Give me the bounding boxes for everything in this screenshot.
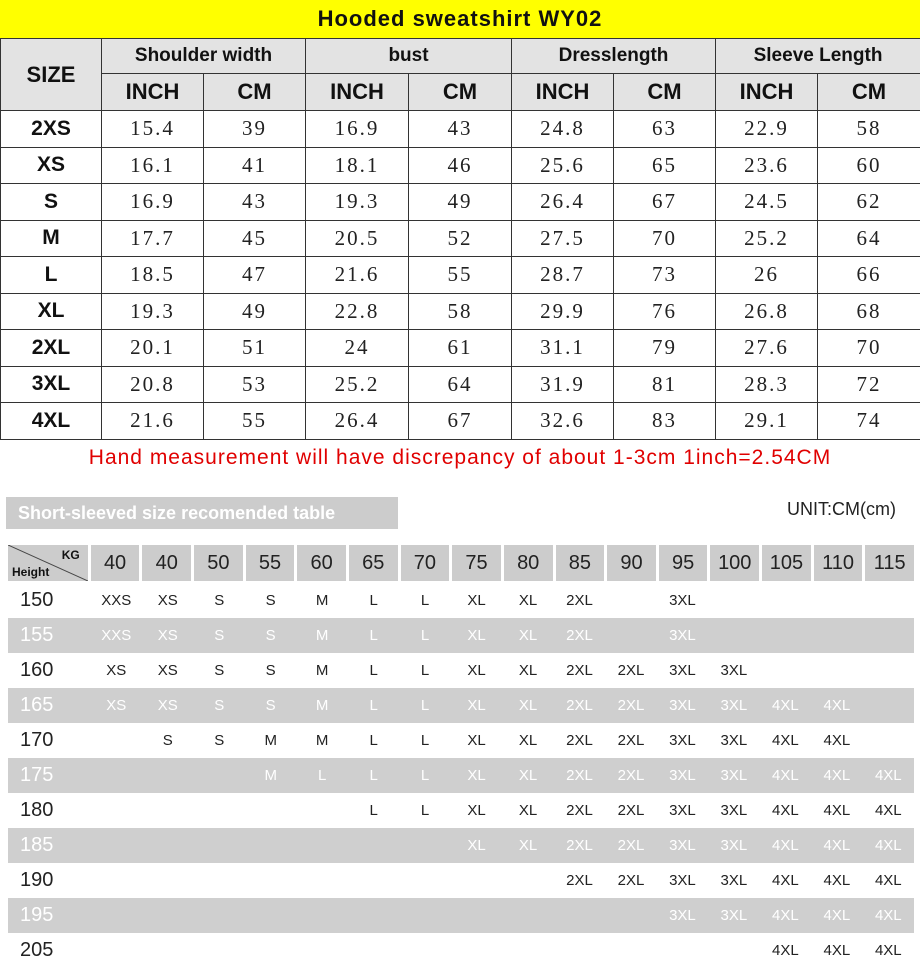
- recommended-size-cell: 2XL: [617, 732, 645, 749]
- measurement-cell: 49: [409, 184, 512, 221]
- measurement-cell: 26: [716, 257, 818, 294]
- size-label: S: [1, 184, 102, 221]
- measurement-cell: 24.5: [716, 184, 818, 221]
- recommended-size-cell: 3XL: [669, 837, 696, 854]
- weight-cell: 60: [297, 545, 346, 581]
- recommended-size-cell: L: [369, 767, 378, 784]
- unit-inch: INCH: [306, 74, 409, 111]
- measurement-cell: 18.5: [102, 257, 204, 294]
- measurement-cell: 70: [614, 220, 716, 257]
- recommended-size-cell: 2XL: [617, 837, 645, 854]
- size-row: [1, 293, 920, 330]
- recommended-size-cell: S: [265, 592, 276, 609]
- recommended-size-cell: M: [264, 767, 277, 784]
- recommended-size-cell: 4XL: [823, 872, 851, 889]
- size-row: [1, 184, 920, 221]
- height-row: [8, 583, 914, 618]
- recommended-size-cell: L: [420, 627, 430, 644]
- recommended-size-cell: XL: [518, 767, 538, 784]
- recommended-size-cell: 3XL: [669, 802, 696, 819]
- measurement-cell: 26.8: [716, 293, 818, 330]
- unit-inch: INCH: [716, 74, 818, 111]
- recommended-size-cell: 2XL: [566, 872, 593, 889]
- recommended-size-cell: 2XL: [566, 627, 593, 644]
- weight-cell: 55: [246, 545, 295, 581]
- measurement-note: Hand measurement will have discrepancy of about 1-3cm 1inch=2.54CM: [88, 446, 832, 469]
- recommended-size-cell: 2XL: [617, 872, 645, 889]
- recommended-size-cell: S: [265, 662, 276, 679]
- recommended-size-cell: XL: [467, 732, 486, 749]
- measurement-cell: 20.1: [102, 330, 204, 367]
- size-row: [1, 257, 920, 294]
- measurement-cell: 43: [204, 184, 306, 221]
- recommended-size-cell: XL: [518, 802, 538, 819]
- recommended-size-cell: XL: [518, 662, 538, 679]
- recommended-size-cell: 4XL: [823, 767, 851, 784]
- recommended-size-cell: XL: [518, 627, 538, 644]
- recommended-size-cell: S: [214, 592, 225, 609]
- size-label: 2XL: [1, 330, 102, 367]
- measurement-cell: 22.8: [306, 293, 409, 330]
- measurement-cell: 47: [204, 257, 306, 294]
- measurement-cell: 61: [409, 330, 512, 367]
- measurement-cell: 27.5: [512, 220, 614, 257]
- size-label: XL: [1, 293, 102, 330]
- size-label: 2XS: [1, 111, 102, 148]
- recommended-size-cell: 3XL: [720, 697, 748, 714]
- recommended-size-cell: XL: [467, 662, 486, 679]
- measurement-cell: 73: [614, 257, 716, 294]
- height-row: [8, 793, 914, 828]
- recommended-size-cell: L: [369, 627, 378, 644]
- measurement-cell: 51: [204, 330, 306, 367]
- recommended-size-cell: S: [265, 697, 276, 714]
- recommended-size-cell: 4XL: [823, 837, 851, 854]
- group-shoulder-width: Shoulder width: [102, 39, 306, 74]
- recommended-size-cell: 3XL: [669, 662, 696, 679]
- measurement-cell: 31.9: [512, 366, 614, 403]
- height-value: 205: [20, 939, 54, 961]
- weight-cell: 80: [504, 545, 553, 581]
- measurement-cell: 17.7: [102, 220, 204, 257]
- unit-inch: INCH: [512, 74, 614, 111]
- unit-cm: CM: [818, 74, 920, 111]
- recommended-size-cell: XL: [518, 732, 538, 749]
- recommended-size-cell: XXS: [101, 592, 132, 609]
- recommended-size-cell: 4XL: [874, 942, 902, 959]
- recommended-size-cell: XL: [467, 592, 486, 609]
- recommended-size-cell: 4XL: [874, 837, 902, 854]
- recommend-table: [8, 583, 914, 968]
- recommended-size-cell: M: [315, 662, 329, 679]
- weight-cell: 115: [865, 545, 914, 581]
- measurement-cell: 29.1: [716, 403, 818, 440]
- recommended-size-cell: L: [420, 697, 430, 714]
- recommended-size-cell: 4XL: [874, 907, 902, 924]
- weight-header-row: [8, 545, 914, 581]
- chart-title: Hooded sweatshirt WY02: [0, 0, 920, 40]
- unit-cm: CM: [409, 74, 512, 111]
- measurement-cell: 67: [409, 403, 512, 440]
- measurement-cell: 21.6: [102, 403, 204, 440]
- height-value: 185: [20, 834, 54, 856]
- recommended-size-cell: 3XL: [669, 697, 696, 714]
- measurement-cell: 65: [614, 147, 716, 184]
- corner-cell: [8, 545, 88, 581]
- size-row: [1, 366, 920, 403]
- measurement-cell: 24: [306, 330, 409, 367]
- measurement-cell: 83: [614, 403, 716, 440]
- weight-cell: 40: [91, 545, 140, 581]
- recommended-size-cell: 4XL: [823, 697, 851, 714]
- measurement-cell: 16.9: [102, 184, 204, 221]
- recommended-size-cell: S: [265, 627, 276, 644]
- recommended-size-cell: 3XL: [720, 767, 748, 784]
- weight-cell: 40: [142, 545, 191, 581]
- measurement-cell: 64: [409, 366, 512, 403]
- recommended-size-cell: XL: [518, 697, 538, 714]
- recommended-size-cell: S: [214, 732, 225, 749]
- recommended-size-cell: 2XL: [566, 697, 593, 714]
- recommended-size-cell: XL: [518, 837, 538, 854]
- measurement-cell: 26.4: [306, 403, 409, 440]
- measurement-cell: 79: [614, 330, 716, 367]
- recommended-size-cell: 2XL: [617, 662, 645, 679]
- weight-cell: 75: [452, 545, 501, 581]
- measurement-cell: 43: [409, 111, 512, 148]
- recommended-size-cell: 4XL: [874, 872, 902, 889]
- recommended-size-cell: XS: [106, 697, 127, 714]
- recommended-size-cell: 2XL: [566, 662, 593, 679]
- height-value: 150: [20, 589, 54, 611]
- recommended-size-cell: XL: [467, 697, 486, 714]
- recommended-size-cell: S: [214, 627, 225, 644]
- recommended-size-cell: L: [369, 592, 378, 609]
- measurement-cell: 72: [818, 366, 920, 403]
- measurement-cell: 70: [818, 330, 920, 367]
- group-dress-length: Dresslength: [512, 39, 716, 74]
- size-row: [1, 147, 920, 184]
- recommended-size-cell: L: [369, 732, 378, 749]
- recommended-size-cell: 4XL: [772, 802, 799, 819]
- measurement-cell: 52: [409, 220, 512, 257]
- recommended-size-cell: 3XL: [720, 662, 748, 679]
- height-value: 180: [20, 799, 54, 821]
- size-label: 3XL: [1, 366, 102, 403]
- weight-cell: 50: [194, 545, 243, 581]
- unit-cm: CM: [614, 74, 716, 111]
- measurement-cell: 68: [818, 293, 920, 330]
- recommended-size-cell: XS: [106, 662, 127, 679]
- measurement-cell: 63: [614, 111, 716, 148]
- recommended-size-cell: L: [317, 767, 327, 784]
- height-row: [8, 688, 914, 723]
- recommended-size-cell: 3XL: [669, 732, 696, 749]
- recommended-size-cell: 2XL: [566, 592, 593, 609]
- group-bust: bust: [306, 39, 512, 74]
- size-label: M: [1, 220, 102, 257]
- height-row: [8, 618, 914, 653]
- recommended-size-cell: 4XL: [772, 872, 799, 889]
- measurement-cell: 41: [204, 147, 306, 184]
- measurement-cell: 32.6: [512, 403, 614, 440]
- recommended-size-cell: 2XL: [566, 767, 593, 784]
- recommended-size-cell: S: [162, 732, 173, 749]
- recommended-size-cell: 4XL: [772, 942, 799, 959]
- recommended-size-cell: 2XL: [566, 802, 593, 819]
- measurement-cell: 45: [204, 220, 306, 257]
- size-table: [0, 38, 920, 440]
- recommended-size-cell: 3XL: [669, 627, 696, 644]
- recommended-size-cell: 3XL: [720, 872, 748, 889]
- measurement-cell: 24.8: [512, 111, 614, 148]
- recommended-size-cell: 4XL: [772, 907, 799, 924]
- recommended-size-cell: L: [420, 767, 430, 784]
- measurement-cell: 16.1: [102, 147, 204, 184]
- recommended-size-cell: 4XL: [772, 732, 799, 749]
- recommended-size-cell: 3XL: [720, 732, 748, 749]
- measurement-cell: 29.9: [512, 293, 614, 330]
- measurement-cell: 58: [409, 293, 512, 330]
- recommended-size-cell: 4XL: [823, 942, 851, 959]
- height-row: [8, 898, 914, 933]
- measurement-cell: 49: [204, 293, 306, 330]
- height-value: 160: [20, 659, 54, 681]
- recommended-size-cell: XL: [467, 767, 486, 784]
- weight-cell: 105: [762, 545, 811, 581]
- unit-cm: CM: [204, 74, 306, 111]
- recommended-size-cell: XS: [157, 697, 178, 714]
- recommended-size-cell: 4XL: [874, 802, 902, 819]
- height-row: [8, 863, 914, 898]
- recommended-size-cell: 3XL: [720, 837, 748, 854]
- recommended-size-cell: S: [214, 697, 225, 714]
- recommended-size-cell: M: [315, 592, 329, 609]
- height-value: 165: [20, 694, 54, 716]
- measurement-cell: 53: [204, 366, 306, 403]
- weight-cell: 85: [556, 545, 605, 581]
- weight-cell: 100: [710, 545, 759, 581]
- height-value: 155: [20, 624, 54, 646]
- recommended-size-cell: XS: [157, 662, 178, 679]
- measurement-cell: 18.1: [306, 147, 409, 184]
- recommended-size-cell: XL: [467, 837, 486, 854]
- measurement-cell: 81: [614, 366, 716, 403]
- weight-cell: 95: [659, 545, 708, 581]
- recommend-banner: Short-sleeved size recomended table: [6, 497, 398, 529]
- size-header: SIZE: [1, 39, 102, 111]
- recommended-size-cell: L: [369, 662, 378, 679]
- measurement-cell: 15.4: [102, 111, 204, 148]
- height-value: 190: [20, 869, 54, 891]
- group-sleeve-length: Sleeve Length: [716, 39, 920, 74]
- weight-cell: 65: [349, 545, 398, 581]
- recommended-size-cell: XS: [157, 627, 178, 644]
- measurement-cell: 39: [204, 111, 306, 148]
- size-label: L: [1, 257, 102, 294]
- recommended-size-cell: XL: [467, 802, 486, 819]
- measurement-cell: 67: [614, 184, 716, 221]
- size-row: [1, 330, 920, 367]
- measurement-cell: 23.6: [716, 147, 818, 184]
- size-row: [1, 111, 920, 148]
- recommended-size-cell: 2XL: [566, 732, 593, 749]
- measurement-cell: 19.3: [102, 293, 204, 330]
- recommended-size-cell: L: [369, 697, 378, 714]
- measurement-cell: 21.6: [306, 257, 409, 294]
- recommended-size-cell: 4XL: [823, 802, 851, 819]
- recommended-size-cell: 4XL: [823, 907, 851, 924]
- recommended-size-cell: 4XL: [772, 767, 799, 784]
- measurement-cell: 22.9: [716, 111, 818, 148]
- recommended-size-cell: 2XL: [617, 802, 645, 819]
- recommended-size-cell: L: [420, 802, 430, 819]
- recommended-size-cell: 3XL: [669, 907, 696, 924]
- recommended-size-cell: S: [214, 662, 225, 679]
- measurement-cell: 19.3: [306, 184, 409, 221]
- size-label: XS: [1, 147, 102, 184]
- height-value: 170: [20, 729, 54, 751]
- weight-cell: 110: [814, 545, 863, 581]
- measurement-cell: 28.3: [716, 366, 818, 403]
- kg-label: KG: [61, 548, 80, 562]
- recommended-size-cell: L: [369, 802, 378, 819]
- unit-inch: INCH: [102, 74, 204, 111]
- measurement-cell: 26.4: [512, 184, 614, 221]
- height-row: [8, 758, 914, 793]
- measurement-cell: 55: [204, 403, 306, 440]
- measurement-cell: 20.5: [306, 220, 409, 257]
- recommended-size-cell: L: [420, 732, 430, 749]
- height-row: [8, 653, 914, 688]
- measurement-cell: 62: [818, 184, 920, 221]
- height-row: [8, 723, 914, 758]
- measurement-cell: 28.7: [512, 257, 614, 294]
- recommended-size-cell: XS: [157, 592, 178, 609]
- measurement-cell: 25.6: [512, 147, 614, 184]
- recommended-size-cell: XXS: [101, 627, 132, 644]
- measurement-cell: 64: [818, 220, 920, 257]
- recommended-size-cell: 4XL: [772, 837, 799, 854]
- measurement-cell: 58: [818, 111, 920, 148]
- measurement-cell: 60: [818, 147, 920, 184]
- measurement-cell: 25.2: [306, 366, 409, 403]
- recommended-size-cell: 4XL: [772, 697, 799, 714]
- recommended-size-cell: M: [315, 732, 329, 749]
- recommended-size-cell: 3XL: [720, 907, 748, 924]
- height-value: 195: [20, 904, 54, 926]
- measurement-cell: 31.1: [512, 330, 614, 367]
- measurement-cell: 25.2: [716, 220, 818, 257]
- recommended-size-cell: M: [315, 697, 329, 714]
- recommended-size-cell: 2XL: [617, 697, 645, 714]
- recommended-size-cell: 2XL: [566, 837, 593, 854]
- recommended-size-cell: L: [420, 662, 430, 679]
- height-row: [8, 828, 914, 863]
- measurement-cell: 20.8: [102, 366, 204, 403]
- weight-cell: 70: [401, 545, 450, 581]
- recommended-size-cell: XL: [467, 627, 486, 644]
- weight-cell: 90: [607, 545, 656, 581]
- unit-label: UNIT:CM(cm): [787, 499, 896, 519]
- recommended-size-cell: 4XL: [823, 732, 851, 749]
- size-row: [1, 403, 920, 440]
- recommended-size-cell: M: [264, 732, 277, 749]
- measurement-cell: 55: [409, 257, 512, 294]
- recommended-size-cell: XL: [518, 592, 538, 609]
- recommended-size-cell: 3XL: [720, 802, 748, 819]
- measurement-cell: 74: [818, 403, 920, 440]
- size-row: [1, 220, 920, 257]
- height-row: [8, 933, 914, 968]
- recommended-size-cell: 4XL: [874, 767, 902, 784]
- measurement-cell: 27.6: [716, 330, 818, 367]
- height-label: Height: [12, 565, 50, 579]
- measurement-cell: 76: [614, 293, 716, 330]
- measurement-cell: 66: [818, 257, 920, 294]
- recommended-size-cell: L: [420, 592, 430, 609]
- size-label: 4XL: [1, 403, 102, 440]
- recommended-size-cell: 3XL: [669, 592, 696, 609]
- measurement-cell: 46: [409, 147, 512, 184]
- recommended-size-cell: 3XL: [669, 872, 696, 889]
- recommended-size-cell: 2XL: [617, 767, 645, 784]
- recommended-size-cell: 3XL: [669, 767, 696, 784]
- recommended-size-cell: M: [315, 627, 329, 644]
- height-value: 175: [20, 764, 54, 786]
- measurement-cell: 16.9: [306, 111, 409, 148]
